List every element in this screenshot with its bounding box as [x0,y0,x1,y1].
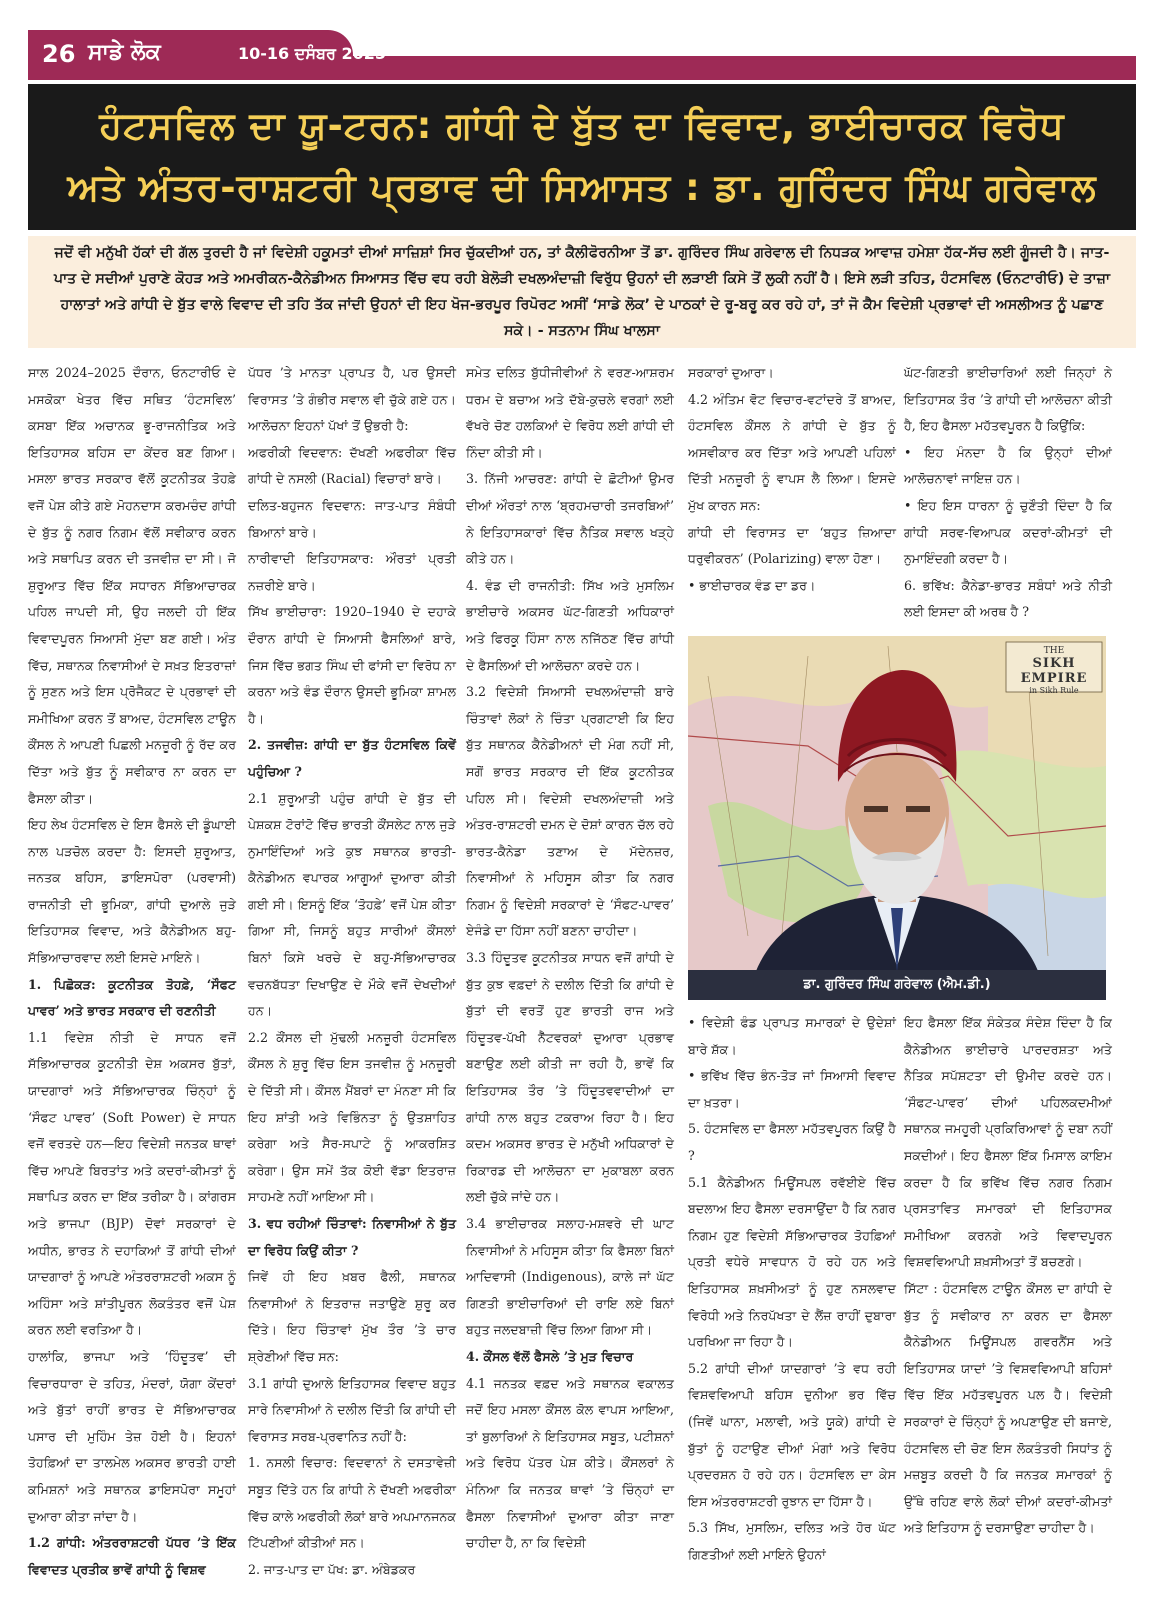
paragraph: 6. ਭਵਿੱਖ: ਕੈਨੇਡਾ-ਭਾਰਤ ਸਬੰਧਾਂ ਅਤੇ ਨੀਤੀ ਲਈ ਇਸਦਾ ਕੀ ਅਰਥ ਹੈ ? [904,577,1112,620]
article-column-1 [28,360,236,1577]
paragraph: 4.1 ਜਨਤਕ ਵਫ਼ਦ ਅਤੇ ਸਥਾਨਕ ਵਕਾਲਤ ਜਦੋਂ ਇਹ ਮਸਲਾ ਕੌਂਸਲ ਕੋਲ ਵਾਪਸ ਆਇਆ, ਤਾਂ ਬੁਲਾਰਿਆਂ ਨੇ ਇਤਿਹਾਸਕ ਸਬੂਤ, ਪਟੀਸ਼ਨਾਂ ਅਤੇ ਵਿਰੋਧ ਪੱਤਰ ਪੇਸ਼ ਕੀਤੇ। ਕੌਂਸਲਰਾਂ ਨੇ ਮੰਨਿਆ ਕਿ ਜਨਤਕ ਥਾਵਾਂ ’ਤੇ ਚਿੰਨ੍ਹਾਂ ਦਾ ਫੈਸਲਾ ਨਿਵਾਸੀਆਂ ਦੁਆਰਾ ਕੀਤਾ ਜਾਣਾ ਚਾਹੀਦਾ ਹੈ, ਨਾ ਕਿ ਵਿਦੇਸ਼ੀ [466,1375,674,1551]
bullet-item: • ਵਿਦੇਸ਼ੀ ਫੰਡ ਪ੍ਰਾਪਤ ਸਮਾਰਕਾਂ ਦੇ ਉਦੇਸ਼ਾਂ ਬਾਰੇ ਸ਼ੱਕ। [688,1015,896,1057]
paragraph: 1.1 ਵਿਦੇਸ਼ ਨੀਤੀ ਦੇ ਸਾਧਨ ਵਜੋਂ ਸੱਭਿਆਚਾਰਕ ਕੂਟਨੀਤੀ ਦੇਸ਼ ਅਕਸਰ ਬੁੱਤਾਂ, ਯਾਦਗਾਰਾਂ ਅਤੇ ਸੱਭਿਆਚਾਰਕ ਚਿੰਨ੍ਹਾਂ ਨੂੰ ‘ਸੌਫਟ ਪਾਵਰ’ (Soft Power) ਦੇ ਸਾਧਨ ਵਜੋਂ ਵਰਤਦੇ ਹਨ—ਇਹ ਵਿਦੇਸ਼ੀ ਜਨਤਕ ਥਾਵਾਂ ਵਿੱਚ ਆਪਣੇ ਬਿਰਤਾਂਤ ਅਤੇ ਕਦਰਾਂ-ਕੀਮਤਾਂ ਨੂੰ ਸਥਾਪਿਤ ਕਰਨ ਦਾ ਇੱਕ ਤਰੀਕਾ ਹੈ। ਕਾਂਗਰਸ ਅਤੇ ਭਾਜਪਾ (BJP) ਦੋਵਾਂ ਸਰਕਾਰਾਂ ਦੇ ਅਧੀਨ, ਭਾਰਤ ਨੇ ਦਹਾਕਿਆਂ ਤੋਂ ਗਾਂਧੀ ਦੀਆਂ ਯਾਦਗਾਰਾਂ ਨੂੰ ਆਪਣੇ ਅੰਤਰਰਾਸ਼ਟਰੀ ਅਕਸ ਨੂੰ ਅਹਿੰਸਾ ਅਤੇ ਸ਼ਾਂਤੀਪੂਰਨ ਲੋਕਤੰਤਰ ਵਜੋਂ ਪੇਸ਼ ਕਰਨ ਲਈ ਵਰਤਿਆ ਹੈ। [28,1029,236,1338]
paragraph: 4. ਵੰਡ ਦੀ ਰਾਜਨੀਤੀ: ਸਿੱਖ ਅਤੇ ਮੁਸਲਿਮ ਭਾਈਚਾਰੇ ਅਕਸਰ ਘੱਟ-ਗਿਣਤੀ ਅਧਿਕਾਰਾਂ ਅਤੇ ਫਿਰਕੂ ਹਿੰਸਾ ਨਾਲ ਨਜਿੱਠਣ ਵਿੱਚ ਗਾਂਧੀ ਦੇ ਫੈਸਲਿਆਂ ਦੀ ਆਲੋਚਨਾ ਕਰਦੇ ਹਨ। [466,577,674,673]
page-header-bar [28,30,1136,80]
paragraph: ਗਾਂਧੀ ਦੀ ਵਿਰਾਸਤ ਦਾ ‘ਬਹੁਤ ਜ਼ਿਆਦਾ ਧਰੁਵੀਕਰਨ’ (Polarizing) ਵਾਲਾ ਹੋਣਾ। [688,524,896,567]
paragraph: 3. ਨਿੱਜੀ ਆਚਰਣ: ਗਾਂਧੀ ਦੇ ਛੋਟੀਆਂ ਉਮਰ ਦੀਆਂ ਔਰਤਾਂ ਨਾਲ ‘ਬ੍ਰਹਮਚਾਰੀ ਤਜਰਬਿਆਂ’ ਨੇ ਇਤਿਹਾਸਕਾਰਾਂ ਵਿੱਚ ਨੈਤਿਕ ਸਵਾਲ ਖੜ੍ਹੇ ਕੀਤੇ ਹਨ। [466,471,674,567]
article-column-3 [466,360,674,1560]
paragraph: 5.3 ਸਿੱਖ, ਮੁਸਲਿਮ, ਦਲਿਤ ਅਤੇ ਹੋਰ ਘੱਟ ਗਿਣਤੀਆਂ ਲਈ ਮਾਇਨੇ ਉਹਨਾਂ [688,1520,896,1562]
author-photo [688,636,1106,1000]
paragraph: ਪੱਧਰ ’ਤੇ ਮਾਨਤਾ ਪ੍ਰਾਪਤ ਹੈ, ਪਰ ਉਸਦੀ ਵਿਰਾਸਤ ’ਤੇ ਗੰਭੀਰ ਸਵਾਲ ਵੀ ਚੁੱਕੇ ਗਏ ਹਨ। ਆਲੋਚਨਾ ਇਹਨਾਂ ਪੱਖਾਂ ਤੋਂ ਉਭਰੀ ਹੈ: [248,365,456,434]
headline [28,84,1136,230]
section-heading: 3. ਵਧ ਰਹੀਆਂ ਚਿੰਤਾਵਾਂ: ਨਿਵਾਸੀਆਂ ਨੇ ਬੁੱਤ ਦਾ ਵਿਰੋਧ ਕਿਉਂ ਕੀਤਾ ? [248,1216,456,1258]
bullet-item: • ਭਾਈਚਾਰਕ ਵੰਡ ਦਾ ਡਰ। [688,577,816,593]
map-title [1006,646,1102,695]
article-column-4-bottom [688,1010,896,1560]
photo-caption: ਡਾ. ਗੁਰਿੰਦਰ ਸਿੰਘ ਗਰੇਵਾਲ (ਐਮ.ਡੀ.) [688,970,1106,1000]
paragraph: 3.2 ਵਿਦੇਸ਼ੀ ਸਿਆਸੀ ਦਖਲਅੰਦਾਜ਼ੀ ਬਾਰੇ ਚਿੰਤਾਵਾਂ ਲੋਕਾਂ ਨੇ ਚਿੰਤਾ ਪ੍ਰਗਟਾਈ ਕਿ ਇਹ ਬੁੱਤ ਸਥਾਨਕ ਕੈਨੇਡੀਅਨਾਂ ਦੀ ਮੰਗ ਨਹੀਂ ਸੀ, ਸਗੋਂ ਭਾਰਤ ਸਰਕਾਰ ਦੀ ਇੱਕ ਕੂਟਨੀਤਕ ਪਹਿਲ ਸੀ। ਵਿਦੇਸ਼ੀ ਦਖਲਅੰਦਾਜ਼ੀ ਅਤੇ ਅੰਤਰ-ਰਾਸ਼ਟਰੀ ਦਮਨ ਦੇ ਦੋਸ਼ਾਂ ਕਾਰਨ ਚੱਲ ਰਹੇ ਭਾਰਤ-ਕੈਨੇਡਾ ਤਣਾਅ ਦੇ ਮੱਦੇਨਜ਼ਰ, ਨਿਵਾਸੀਆਂ ਨੇ ਮਹਿਸੂਸ ਕੀਤਾ ਕਿ ਨਗਰ ਨਿਗਮ ਨੂੰ ਵਿਦੇਸ਼ੀ ਸਰਕਾਰਾਂ ਦੇ ‘ਸੌਫਟ-ਪਾਵਰ’ ਏਜੰਡੇ ਦਾ ਹਿੱਸਾ ਨਹੀਂ ਬਣਨਾ ਚਾਹੀਦਾ। [466,684,674,939]
header-rule [328,56,1136,80]
bullet-item: • ਇਹ ਇਸ ਧਾਰਨਾ ਨੂੰ ਚੁਣੌਤੀ ਦਿੰਦਾ ਹੈ ਕਿ ਗਾਂਧੀ ਸਰਵ-ਵਿਆਪਕ ਕਦਰਾਂ-ਕੀਮਤਾਂ ਦੀ ਨੁਮਾਇੰਦਗੀ ਕਰਦਾ ਹੈ। [904,497,1112,567]
issue-date: 10-16 ਦਸੰਬਰ 2025 [238,44,386,63]
section-heading: 2. ਤਜਵੀਜ਼: ਗਾਂਧੀ ਦਾ ਬੁੱਤ ਹੰਟਸਵਿਲ ਕਿਵੇਂ ਪਹੁੰਚਿਆ ? [248,737,456,779]
article-column-4-top [688,360,896,622]
paragraph: 1. ਨਸਲੀ ਵਿਚਾਰ: ਵਿਦਵਾਨਾਂ ਨੇ ਦਸਤਾਵੇਜ਼ੀ ਸਬੂਤ ਦਿੱਤੇ ਹਨ ਕਿ ਗਾਂਧੀ ਨੇ ਦੱਖਣੀ ਅਫਰੀਕਾ ਵਿੱਚ ਕਾਲੇ ਅਫਰੀਕੀ ਲੋਕਾਂ ਬਾਰੇ ਅਪਮਾਨਜਨਕ ਟਿੱਪਣੀਆਂ ਕੀਤੀਆਂ ਸਨ। [248,1455,456,1551]
paragraph: 4.2 ਅੰਤਿਮ ਵੋਟ ਵਿਚਾਰ-ਵਟਾਂਦਰੇ ਤੋਂ ਬਾਅਦ, ਹੰਟਸਵਿਲ ਕੌਂਸਲ ਨੇ ਗਾਂਧੀ ਦੇ ਬੁੱਤ ਨੂੰ ਅਸਵੀਕਾਰ ਕਰ ਦਿੱਤਾ ਅਤੇ ਆਪਣੀ ਪਹਿਲਾਂ ਦਿੱਤੀ ਮਨਜ਼ੂਰੀ ਨੂੰ ਵਾਪਸ ਲੈ ਲਿਆ। ਇਸਦੇ ਮੁੱਖ ਕਾਰਨ ਸਨ: [688,391,896,513]
paragraph: 5.2 ਗਾਂਧੀ ਦੀਆਂ ਯਾਦਗਾਰਾਂ ’ਤੇ ਵਧ ਰਹੀ ਵਿਸ਼ਵਵਿਆਪੀ ਬਹਿਸ ਦੁਨੀਆ ਭਰ ਵਿੱਚ (ਜਿਵੇਂ ਘਾਨਾ, ਮਲਾਵੀ, ਅਤੇ ਯੂਕੇ) ਗਾਂਧੀ ਦੇ ਬੁੱਤਾਂ ਨੂੰ ਹਟਾਉਣ ਦੀਆਂ ਮੰਗਾਂ ਅਤੇ ਵਿਰੋਧ ਪ੍ਰਦਰਸ਼ਨ ਹੋ ਰਹੇ ਹਨ। ਹੰਟਸਵਿਲ ਦਾ ਕੇਸ ਇਸ ਅੰਤਰਰਾਸ਼ਟਰੀ ਰੁਝਾਨ ਦਾ ਹਿੱਸਾ ਹੈ। [688,1360,896,1509]
paragraph: 2.2 ਕੌਂਸਲ ਦੀ ਮੁੱਢਲੀ ਮਨਜ਼ੂਰੀ ਹੰਟਸਵਿਲ ਕੌਂਸਲ ਨੇ ਸ਼ੁਰੂ ਵਿੱਚ ਇਸ ਤਜਵੀਜ਼ ਨੂੰ ਮਨਜ਼ੂਰੀ ਦੇ ਦਿੱਤੀ ਸੀ। ਕੌਂਸਲ ਮੈਂਬਰਾਂ ਦਾ ਮੰਨਣਾ ਸੀ ਕਿ ਇਹ ਸ਼ਾਂਤੀ ਅਤੇ ਵਿਭਿੰਨਤਾ ਨੂੰ ਉਤਸ਼ਾਹਿਤ ਕਰੇਗਾ ਅਤੇ ਸੈਰ-ਸਪਾਟੇ ਨੂੰ ਆਕਰਸ਼ਿਤ ਕਰੇਗਾ। ਉਸ ਸਮੇਂ ਤੱਕ ਕੋਈ ਵੱਡਾ ਇਤਰਾਜ਼ ਸਾਹਮਣੇ ਨਹੀਂ ਆਇਆ ਸੀ। [248,1029,456,1205]
section-heading: 1. ਪਿਛੋਕੜ: ਕੂਟਨੀਤਕ ਤੋਹਫ਼ੇ, ‘ਸੌਫਟ ਪਾਵਰ’ ਅਤੇ ਭਾਰਤ ਸਰਕਾਰ ਦੀ ਰਣਨੀਤੀ [28,976,236,1019]
paragraph: ਸਿੱਖ ਭਾਈਚਾਰਾ: 1920–1940 ਦੇ ਦਹਾਕੇ ਦੌਰਾਨ ਗਾਂਧੀ ਦੇ ਸਿਆਸੀ ਫੈਸਲਿਆਂ ਬਾਰੇ, ਜਿਸ ਵਿੱਚ ਭਗਤ ਸਿੰਘ ਦੀ ਫਾਂਸੀ ਦਾ ਵਿਰੋਧ ਨਾ ਕਰਨਾ ਅਤੇ ਵੰਡ ਦੌਰਾਨ ਉਸਦੀ ਭੂਮਿਕਾ ਸ਼ਾਮਲ ਹੈ। [248,604,456,726]
paragraph: 5. ਹੰਟਸਵਿਲ ਦਾ ਫੈਸਲਾ ਮਹੱਤਵਪੂਰਨ ਕਿਉਂ ਹੈ ? [688,1121,896,1163]
paragraph: ਦਲਿਤ-ਬਹੁਜਨ ਵਿਦਵਾਨ: ਜਾਤ-ਪਾਤ ਸੰਬੰਧੀ ਬਿਆਨਾਂ ਬਾਰੇ। [248,497,456,540]
page-number: 26 [42,40,76,68]
paragraph: ਸਾਲ 2024–2025 ਦੌਰਾਨ, ਓਨਟਾਰੀਓ ਦੇ ਮਸਕੋਕਾ ਖੇਤਰ ਵਿੱਚ ਸਥਿਤ ‘ਹੰਟਸਵਿਲ’ ਕਸਬਾ ਇੱਕ ਅਚਾਨਕ ਭੂ-ਰਾਜਨੀਤਿਕ ਅਤੇ ਇਤਿਹਾਸਕ ਬਹਿਸ ਦਾ ਕੇਂਦਰ ਬਣ ਗਿਆ। ਮਸਲਾ ਭਾਰਤ ਸਰਕਾਰ ਵੱਲੋਂ ਕੂਟਨੀਤਕ ਤੋਹਫ਼ੇ ਵਜੋਂ ਪੇਸ਼ ਕੀਤੇ ਗਏ ਮੋਹਨਦਾਸ ਕਰਮਚੰਦ ਗਾਂਧੀ ਦੇ ਬੁੱਤ ਨੂੰ ਨਗਰ ਨਿਗਮ ਵੱਲੋਂ ਸਵੀਕਾਰ ਕਰਨ ਅਤੇ ਸਥਾਪਿਤ ਕਰਨ ਦੀ ਤਜਵੀਜ਼ ਦਾ ਸੀ। ਜੋ ਸ਼ੁਰੂਆਤ ਵਿੱਚ ਇੱਕ ਸਧਾਰਨ ਸੱਭਿਆਚਾਰਕ ਪਹਿਲ ਜਾਪਦੀ ਸੀ, ਉਹ ਜਲਦੀ ਹੀ ਇੱਕ ਵਿਵਾਦਪੂਰਨ ਸਿਆਸੀ ਮੁੱਦਾ ਬਣ ਗਈ। ਅੰਤ ਵਿੱਚ, ਸਥਾਨਕ ਨਿਵਾਸੀਆਂ ਦੇ ਸਖ਼ਤ ਇਤਰਾਜ਼ਾਂ ਨੂੰ ਸੁਣਨ ਅਤੇ ਇਸ ਪ੍ਰੋਜੈਕਟ ਦੇ ਪ੍ਰਭਾਵਾਂ ਦੀ ਸਮੀਖਿਆ ਕਰਨ ਤੋਂ ਬਾਅਦ, ਹੰਟਸਵਿਲ ਟਾਊਨ ਕੌਂਸਲ ਨੇ ਆਪਣੀ ਪਿਛਲੀ ਮਨਜ਼ੂਰੀ ਨੂੰ ਰੱਦ ਕਰ ਦਿੱਤਾ ਅਤੇ ਬੁੱਤ ਨੂੰ ਸਵੀਕਾਰ ਨਾ ਕਰਨ ਦਾ ਫੈਸਲਾ ਕੀਤਾ। [28,365,236,806]
subsection-heading: 1.2 ਗਾਂਧੀ: ਅੰਤਰਰਾਸ਼ਟਰੀ ਪੱਧਰ ’ਤੇ ਇੱਕ ਵਿਵਾਦਤ ਪ੍ਰਤੀਕ ਭਾਵੇਂ ਗਾਂਧੀ ਨੂੰ ਵਿਸ਼ਵ [28,1535,236,1577]
paragraph: ਹਾਲਾਂਕਿ, ਭਾਜਪਾ ਅਤੇ ‘ਹਿੰਦੂਤਵ’ ਦੀ ਵਿਚਾਰਧਾਰਾ ਦੇ ਤਹਿਤ, ਮੰਦਰਾਂ, ਯੋਗਾ ਕੇਂਦਰਾਂ ਅਤੇ ਬੁੱਤਾਂ ਰਾਹੀਂ ਭਾਰਤ ਦੇ ਸੱਭਿਆਚਾਰਕ ਪਸਾਰ ਦੀ ਮੁਹਿੰਮ ਤੇਜ਼ ਹੋਈ ਹੈ। ਇਹਨਾਂ ਤੋਹਫ਼ਿਆਂ ਦਾ ਤਾਲਮੇਲ ਅਕਸਰ ਭਾਰਤੀ ਹਾਈ ਕਮਿਸ਼ਨਾਂ ਅਤੇ ਸਥਾਨਕ ਡਾਇਸਪੋਰਾ ਸਮੂਹਾਂ ਦੁਆਰਾ ਕੀਤਾ ਜਾਂਦਾ ਹੈ। [28,1348,236,1524]
paragraph: ਜਿਵੇਂ ਹੀ ਇਹ ਖ਼ਬਰ ਫੈਲੀ, ਸਥਾਨਕ ਨਿਵਾਸੀਆਂ ਨੇ ਇਤਰਾਜ਼ ਜਤਾਉਣੇ ਸ਼ੁਰੂ ਕਰ ਦਿੱਤੇ। ਇਹ ਚਿੰਤਾਵਾਂ ਮੁੱਖ ਤੌਰ ’ਤੇ ਚਾਰ ਸ਼੍ਰੇਣੀਆਂ ਵਿੱਚ ਸਨ: [248,1269,456,1364]
paragraph: 3.1 ਗਾਂਧੀ ਦੁਆਲੇ ਇਤਿਹਾਸਕ ਵਿਵਾਦ ਬਹੁਤ ਸਾਰੇ ਨਿਵਾਸੀਆਂ ਨੇ ਦਲੀਲ ਦਿੱਤੀ ਕਿ ਗਾਂਧੀ ਦੀ ਵਿਰਾਸਤ ਸਰਬ-ਪ੍ਰਵਾਨਿਤ ਨਹੀਂ ਹੈ: [248,1375,456,1444]
bullet-item: • ਭਵਿੱਖ ਵਿੱਚ ਭੰਨ-ਤੋੜ ਜਾਂ ਸਿਆਸੀ ਵਿਵਾਦ ਦਾ ਖ਼ਤਰਾ। [688,1068,896,1110]
paragraph: 3.3 ਹਿੰਦੂਤਵ ਕੂਟਨੀਤਕ ਸਾਧਨ ਵਜੋਂ ਗਾਂਧੀ ਦੇ ਬੁੱਤ ਕੁਝ ਵਫ਼ਦਾਂ ਨੇ ਦਲੀਲ ਦਿੱਤੀ ਕਿ ਗਾਂਧੀ ਦੇ ਬੁੱਤਾਂ ਦੀ ਵਰਤੋਂ ਹੁਣ ਭਾਰਤੀ ਰਾਜ ਅਤੇ ਹਿੰਦੂਤਵ-ਪੱਖੀ ਨੈੱਟਵਰਕਾਂ ਦੁਆਰਾ ਪ੍ਰਭਾਵ ਬਣਾਉਣ ਲਈ ਕੀਤੀ ਜਾ ਰਹੀ ਹੈ, ਭਾਵੇਂ ਕਿ ਇਤਿਹਾਸਕ ਤੌਰ ’ਤੇ ਹਿੰਦੂਤਵਵਾਦੀਆਂ ਦਾ ਗਾਂਧੀ ਨਾਲ ਬਹੁਤ ਟਕਰਾਅ ਰਿਹਾ ਹੈ। ਇਹ ਕਦਮ ਅਕਸਰ ਭਾਰਤ ਦੇ ਮਨੁੱਖੀ ਅਧਿਕਾਰਾਂ ਦੇ ਰਿਕਾਰਡ ਦੀ ਆਲੋਚਨਾ ਦਾ ਮੁਕਾਬਲਾ ਕਰਨ ਲਈ ਚੁੱਕੇ ਜਾਂਦੇ ਹਨ। [466,950,674,1205]
section-heading: 4. ਕੌਂਸਲ ਵੱਲੋਂ ਫੈਸਲੇ ’ਤੇ ਮੁੜ ਵਿਚਾਰ [466,1348,634,1364]
paragraph: ਇਹ ਲੇਖ ਹੰਟਸਵਿਲ ਦੇ ਇਸ ਫੈਸਲੇ ਦੀ ਡੂੰਘਾਈ ਨਾਲ ਪੜਚੋਲ ਕਰਦਾ ਹੈ: ਇਸਦੀ ਸ਼ੁਰੂਆਤ, ਜਨਤਕ ਬਹਿਸ, ਡਾਇਸਪੋਰਾ (ਪਰਵਾਸੀ) ਰਾਜਨੀਤੀ ਦੀ ਭੂਮਿਕਾ, ਗਾਂਧੀ ਦੁਆਲੇ ਜੁੜੇ ਇਤਿਹਾਸਕ ਵਿਵਾਦ, ਅਤੇ ਕੈਨੇਡੀਅਨ ਬਹੁ-ਸੱਭਿਆਚਾਰਵਾਦ ਲਈ ਇਸਦੇ ਮਾਇਨੇ। [28,817,236,966]
headline-line-2: ਅਤੇ ਅੰਤਰ-ਰਾਸ਼ਟਰੀ ਪ੍ਰਭਾਵ ਦੀ ਸਿਆਸਤ : ਡਾ. ਗੁਰਿੰਦਰ ਸਿੰਘ ਗਰੇਵਾਲ [67,166,1097,209]
paragraph: ਘੱਟ-ਗਿਣਤੀ ਭਾਈਚਾਰਿਆਂ ਲਈ ਜਿਨ੍ਹਾਂ ਨੇ ਇਤਿਹਾਸਕ ਤੌਰ ’ਤੇ ਗਾਂਧੀ ਦੀ ਆਲੋਚਨਾ ਕੀਤੀ ਹੈ, ਇਹ ਫੈਸਲਾ ਮਹੱਤਵਪੂਰਨ ਹੈ ਕਿਉਂਕਿ: [904,365,1112,434]
paragraph: ਇਹ ਫੈਸਲਾ ਇੱਕ ਸੰਕੇਤਕ ਸੰਦੇਸ਼ ਦਿੰਦਾ ਹੈ ਕਿ ਕੈਨੇਡੀਅਨ ਭਾਈਚਾਰੇ ਪਾਰਦਰਸ਼ਤਾ ਅਤੇ ਨੈਤਿਕ ਸਪੱਸ਼ਟਤਾ ਦੀ ਉਮੀਦ ਕਰਦੇ ਹਨ। ‘ਸੌਫਟ-ਪਾਵਰ’ ਦੀਆਂ ਪਹਿਲਕਦਮੀਆਂ ਸਥਾਨਕ ਜਮਹੂਰੀ ਪ੍ਰਕਿਰਿਆਵਾਂ ਨੂੰ ਦਬਾ ਨਹੀਂ ਸਕਦੀਆਂ। ਇਹ ਫੈਸਲਾ ਇੱਕ ਮਿਸਾਲ ਕਾਇਮ ਕਰਦਾ ਹੈ ਕਿ ਭਵਿੱਖ ਵਿੱਚ ਨਗਰ ਨਿਗਮ ਪ੍ਰਸਤਾਵਿਤ ਸਮਾਰਕਾਂ ਦੀ ਇਤਿਹਾਸਕ ਸਮੀਖਿਆ ਕਰਨਗੇ ਅਤੇ ਵਿਵਾਦਪੂਰਨ ਵਿਸ਼ਵਵਿਆਪੀ ਸ਼ਖ਼ਸੀਅਤਾਂ ਤੋਂ ਬਚਣਗੇ। [904,1015,1112,1270]
article-column-2 [248,360,456,1577]
map-title-sub: in Sikh Rule [1029,686,1079,695]
paragraph: ਨਾਰੀਵਾਦੀ ਇਤਿਹਾਸਕਾਰ: ਔਰਤਾਂ ਪ੍ਰਤੀ ਨਜ਼ਰੀਏ ਬਾਰੇ। [248,551,456,593]
paragraph: 2. ਜਾਤ-ਪਾਤ ਦਾ ਪੱਖ: ਡਾ. ਅੰਬੇਡਕਰ [248,1561,416,1577]
paragraph: 3.4 ਭਾਈਚਾਰਕ ਸਲਾਹ-ਮਸ਼ਵਰੇ ਦੀ ਘਾਟ ਨਿਵਾਸੀਆਂ ਨੇ ਮਹਿਸੂਸ ਕੀਤਾ ਕਿ ਫੈਸਲਾ ਬਿਨਾਂ ਆਦਿਵਾਸੀ (Indigenous), ਕਾਲੇ ਜਾਂ ਘੱਟ ਗਿਣਤੀ ਭਾਈਚਾਰਿਆਂ ਦੀ ਰਾਇ ਲਏ ਬਿਨਾਂ ਬਹੁਤ ਜਲਦਬਾਜ਼ੀ ਵਿੱਚ ਲਿਆ ਗਿਆ ਸੀ। [466,1216,674,1338]
paragraph: ਸਰਕਾਰਾਂ ਦੁਆਰਾ। [688,365,774,380]
map-title-main: SIKH EMPIRE [1020,656,1088,686]
bullet-item: • ਇਹ ਮੰਨਦਾ ਹੈ ਕਿ ਉਨ੍ਹਾਂ ਦੀਆਂ ਆਲੋਚਨਾਵਾਂ ਜਾਇਜ਼ ਹਨ। [904,444,1112,487]
paragraph: 2.1 ਸ਼ੁਰੂਆਤੀ ਪਹੁੰਚ ਗਾਂਧੀ ਦੇ ਬੁੱਤ ਦੀ ਪੇਸ਼ਕਸ਼ ਟੋਰਾਂਟੋ ਵਿੱਚ ਭਾਰਤੀ ਕੌਂਸਲੇਟ ਨਾਲ ਜੁੜੇ ਨੁਮਾਇੰਦਿਆਂ ਅਤੇ ਕੁਝ ਸਥਾਨਕ ਭਾਰਤੀ-ਕੈਨੇਡੀਅਨ ਵਪਾਰਕ ਆਗੂਆਂ ਦੁਆਰਾ ਕੀਤੀ ਗਈ ਸੀ। ਇਸਨੂੰ ਇੱਕ ‘ਤੋਹਫ਼ੇ’ ਵਜੋਂ ਪੇਸ਼ ਕੀਤਾ ਗਿਆ ਸੀ, ਜਿਸਨੂੰ ਬਹੁਤ ਸਾਰੀਆਂ ਕੌਂਸਲਾਂ ਬਿਨਾਂ ਕਿਸੇ ਖਰਚੇ ਦੇ ਬਹੁ-ਸੱਭਿਆਚਾਰਕ ਵਚਨਬੱਧਤਾ ਦਿਖਾਉਣ ਦੇ ਮੌਕੇ ਵਜੋਂ ਦੇਖਦੀਆਂ ਹਨ। [248,790,456,1019]
paragraph: ਅਫਰੀਕੀ ਵਿਦਵਾਨ: ਦੱਖਣੀ ਅਫਰੀਕਾ ਵਿੱਚ ਗਾਂਧੀ ਦੇ ਨਸਲੀ (Racial) ਵਿਚਾਰਾਂ ਬਾਰੇ। [248,444,456,487]
article-column-5-top [904,360,1112,622]
paper-name: ਸਾਡੇ ਲੋਕ [88,40,161,65]
paragraph: ਸਮੇਤ ਦਲਿਤ ਬੁੱਧੀਜੀਵੀਆਂ ਨੇ ਵਰਣ-ਆਸ਼ਰਮ ਧਰਮ ਦੇ ਬਚਾਅ ਅਤੇ ਦੱਬੇ-ਕੁਚਲੇ ਵਰਗਾਂ ਲਈ ਵੱਖਰੇ ਚੋਣ ਹਲਕਿਆਂ ਦੇ ਵਿਰੋਧ ਲਈ ਗਾਂਧੀ ਦੀ ਨਿੰਦਾ ਕੀਤੀ ਸੀ। [466,365,674,460]
lead-paragraph: ਜਦੋਂ ਵੀ ਮਨੁੱਖੀ ਹੱਕਾਂ ਦੀ ਗੱਲ ਤੁਰਦੀ ਹੈ ਜਾਂ ਵਿਦੇਸ਼ੀ ਹਕੂਮਤਾਂ ਦੀਆਂ ਸਾਜ਼ਿਸ਼ਾਂ ਸਿਰ ਚੁੱਕਦੀਆਂ ਹਨ, ਤਾਂ ਕੈਲੀਫੋਰਨੀਆ ਤੋਂ ਡਾ. ਗੁਰਿੰਦਰ ਸਿੰਘ ਗਰੇਵਾਲ ਦੀ ਨਿਧੜਕ ਆਵਾਜ਼ ਹਮੇਸ਼ਾ ਹੱਕ-ਸੱਚ ਲਈ ਗੂੰਜਦੀ ਹੈ। ਜਾਤ-ਪਾਤ ਦੇ ਸਦੀਆਂ ਪੁਰਾਣੇ ਕੋਹੜ ਅਤੇ ਅਮਰੀਕਨ-ਕੈਨੇਡੀਅਨ ਸਿਆਸਤ ਵਿੱਚ ਵਧ ਰਹੀ ਬੇਲੋੜੀ ਦਖਲਅੰਦਾਜ਼ੀ ਵਿਰੁੱਧ ਉਹਨਾਂ ਦੀ ਲੜਾਈ ਕਿਸੇ ਤੋਂ ਲੁਕੀ ਨਹੀਂ ਹੈ। ਇਸੇ ਲੜੀ ਤਹਿਤ, ਹੰਟਸਵਿਲ (ਓਨਟਾਰੀਓ) ਦੇ ਤਾਜ਼ਾ ਹਾਲਾਤਾਂ ਅਤੇ ਗਾਂਧੀ ਦੇ ਬੁੱਤ ਵਾਲੇ ਵਿਵਾਦ ਦੀ ਤਹਿ ਤੱਕ ਜਾਂਦੀ ਉਹਨਾਂ ਦੀ ਇਹ ਖੋਜ-ਭਰਪੂਰ ਰਿਪੋਰਟ ਅਸੀਂ ‘ਸਾਡੇ ਲੋਕ’ ਦੇ ਪਾਠਕਾਂ ਦੇ ਰੂ-ਬਰੂ ਕਰ ਰਹੇ ਹਾਂ, ਤਾਂ ਜੋ ਕੈਮ ਵਿਦੇਸ਼ੀ ਪ੍ਰਭਾਵਾਂ ਦੀ ਅਸਲੀਅਤ ਨੂੰ ਪਛਾਣ ਸਕੇ। - ਸਤਨਾਮ ਸਿੰਘ ਖਾਲਸਾ [28,236,1136,348]
headline-line-1: ਹੰਟਸਵਿਲ ਦਾ ਯੂ-ਟਰਨ: ਗਾਂਧੀ ਦੇ ਬੁੱਤ ਦਾ ਵਿਵਾਦ, ਭਾਈਚਾਰਕ ਵਿਰੋਧ [99,104,1065,147]
map-title-the: THE [1043,646,1065,656]
article-column-5-bottom [904,1010,1112,1560]
paragraph: 5.1 ਕੈਨੇਡੀਅਨ ਮਿਊਂਸਪਲ ਰਵੱਈਏ ਵਿੱਚ ਬਦਲਾਅ ਇਹ ਫੈਸਲਾ ਦਰਸਾਉਂਦਾ ਹੈ ਕਿ ਨਗਰ ਨਿਗਮ ਹੁਣ ਵਿਦੇਸ਼ੀ ਸੱਭਿਆਚਾਰਕ ਤੋਹਫ਼ਿਆਂ ਪ੍ਰਤੀ ਵਧੇਰੇ ਸਾਵਧਾਨ ਹੋ ਰਹੇ ਹਨ ਅਤੇ ਇਤਿਹਾਸਕ ਸ਼ਖ਼ਸੀਅਤਾਂ ਨੂੰ ਹੁਣ ਨਸਲਵਾਦ ਵਿਰੋਧੀ ਅਤੇ ਨਿਰਪੱਖਤਾ ਦੇ ਲੈਂਜ਼ ਰਾਹੀਂ ਦੁਬਾਰਾ ਪਰਖਿਆ ਜਾ ਰਿਹਾ ਹੈ। [688,1174,896,1350]
conclusion-paragraph: ਸਿੱਟਾ : ਹੰਟਸਵਿਲ ਟਾਊਨ ਕੌਂਸਲ ਦਾ ਗਾਂਧੀ ਦੇ ਬੁੱਤ ਨੂੰ ਸਵੀਕਾਰ ਨਾ ਕਰਨ ਦਾ ਫੈਸਲਾ ਕੈਨੇਡੀਅਨ ਮਿਊਂਸਪਲ ਗਵਰਨੈਂਸ ਅਤੇ ਇਤਿਹਾਸਕ ਯਾਦਾਂ ’ਤੇ ਵਿਸ਼ਵਵਿਆਪੀ ਬਹਿਸਾਂ ਵਿੱਚ ਇੱਕ ਮਹੱਤਵਪੂਰਨ ਪਲ ਹੈ। ਵਿਦੇਸ਼ੀ ਸਰਕਾਰਾਂ ਦੇ ਚਿੰਨ੍ਹਾਂ ਨੂੰ ਅਪਣਾਉਣ ਦੀ ਬਜਾਏ, ਹੰਟਸਵਿਲ ਦੀ ਚੋਣ ਇਸ ਲੋਕਤੰਤਰੀ ਸਿਧਾਂਤ ਨੂੰ ਮਜ਼ਬੂਤ ਕਰਦੀ ਹੈ ਕਿ ਜਨਤਕ ਸਮਾਰਕਾਂ ਨੂੰ ਉੱਥੇ ਰਹਿਣ ਵਾਲੇ ਲੋਕਾਂ ਦੀਆਂ ਕਦਰਾਂ-ਕੀਮਤਾਂ ਅਤੇ ਇਤਿਹਾਸ ਨੂੰ ਦਰਸਾਉਣਾ ਚਾਹੀਦਾ ਹੈ। [904,1280,1112,1536]
